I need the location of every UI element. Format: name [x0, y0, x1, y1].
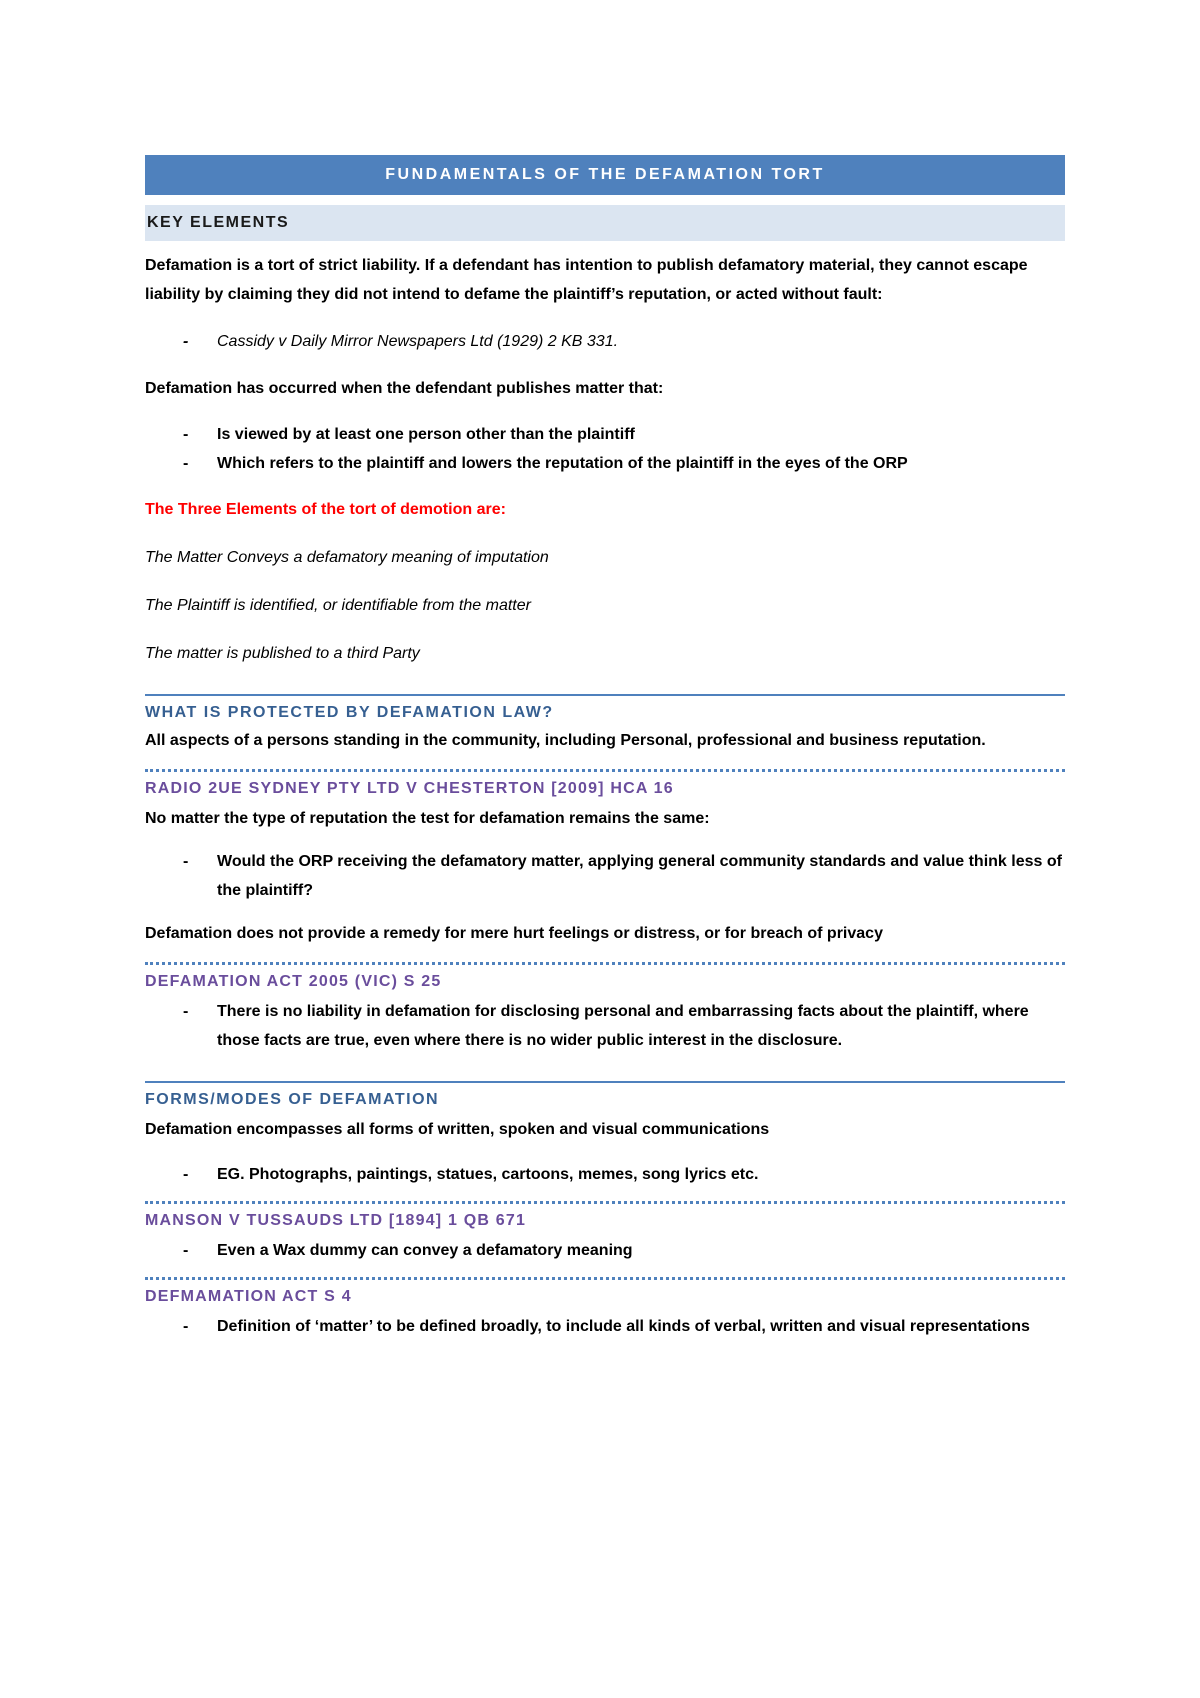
- list-item-text: EG. Photographs, paintings, statues, cartoons, memes, song lyrics etc.: [217, 1166, 759, 1183]
- paragraph-occurred: Defamation has occurred when the defendant publishes matter that:: [145, 380, 664, 397]
- list-item: [145, 449, 1065, 478]
- paragraph-protected: All aspects of a persons standing in the community, including Personal, professional and business reputation.: [145, 732, 986, 749]
- bullet-dash: -: [183, 853, 189, 870]
- list-item-text: Is viewed by at least one person other than the plaintiff: [217, 426, 635, 443]
- case-citation: Cassidy v Daily Mirror Newspapers Ltd (1929) 2 KB 331.: [217, 333, 619, 350]
- paragraph-forms: Defamation encompasses all forms of written, spoken and visual communications: [145, 1121, 770, 1138]
- bullet-dash: -: [183, 1242, 189, 1259]
- bullet-dash: -: [183, 1318, 189, 1335]
- bullet-dash: -: [183, 333, 189, 350]
- section-heading-act-s4: DEFMAMATION ACT S 4: [145, 1277, 1065, 1306]
- element-item: The Plaintiff is identified, or identifiable from the matter: [145, 597, 531, 614]
- list-item: [145, 327, 1065, 356]
- section-heading-protected: WHAT IS PROTECTED BY DEFAMATION LAW?: [145, 694, 1065, 722]
- section-heading-key-elements: [145, 205, 1065, 241]
- paragraph-test: No matter the type of reputation the test for defamation remains the same:: [145, 810, 710, 827]
- paragraph-strict-liability: Defamation is a tort of strict liability. If a defendant has intention to publish defamatory material, they cannot escape liability by claiming they did not intend to defame the plaintiff’s reputation, or acted without fault:: [145, 257, 1028, 303]
- heading-text: KEY ELEMENTS: [147, 214, 290, 231]
- element-item: The Matter Conveys a defamatory meaning of imputation: [145, 549, 549, 566]
- three-elements-heading: The Three Elements of the tort of demotion are:: [145, 501, 506, 518]
- section-heading-forms: FORMS/MODES OF DEFAMATION: [145, 1081, 1065, 1109]
- list-item: [145, 1312, 1065, 1341]
- list-item-text: Definition of ‘matter’ to be defined broadly, to include all kinds of verbal, written and visual representations: [217, 1318, 1030, 1335]
- list-item: [145, 420, 1065, 449]
- section-heading-act-s25: DEFAMATION ACT 2005 (VIC) S 25: [145, 962, 1065, 991]
- case-heading-manson: MANSON V TUSSAUDS LTD [1894] 1 QB 671: [145, 1201, 1065, 1230]
- list-item-text: Would the ORP receiving the defamatory matter, applying general community standards and value think less of the plaintiff?: [217, 853, 1062, 899]
- bullet-dash: -: [183, 1166, 189, 1183]
- document-page: [145, 155, 1065, 1341]
- case-heading-chesterton: RADIO 2UE SYDNEY PTY LTD V CHESTERTON [2009] HCA 16: [145, 769, 1065, 798]
- element-item: The matter is published to a third Party: [145, 645, 420, 662]
- list-item: [145, 997, 1065, 1055]
- list-item: [145, 1160, 1065, 1189]
- document-title: FUNDAMENTALS OF THE DEFAMATION TORT: [145, 155, 1065, 195]
- list-item: [145, 1236, 1065, 1265]
- bullet-dash: -: [183, 426, 189, 443]
- list-item-text: There is no liability in defamation for disclosing personal and embarrassing facts about the plaintiff, where those facts are true, even where there is no wider public interest in the disclosure.: [217, 1003, 1029, 1049]
- list: [145, 420, 1065, 478]
- bullet-dash: -: [183, 455, 189, 472]
- list-item-text: Even a Wax dummy can convey a defamatory meaning: [217, 1242, 633, 1259]
- list-item-text: Which refers to the plaintiff and lowers the reputation of the plaintiff in the eyes of the ORP: [217, 455, 908, 472]
- bullet-dash: -: [183, 1003, 189, 1020]
- paragraph-remedy: Defamation does not provide a remedy for mere hurt feelings or distress, or for breach of privacy: [145, 925, 883, 942]
- list-item: [145, 847, 1065, 905]
